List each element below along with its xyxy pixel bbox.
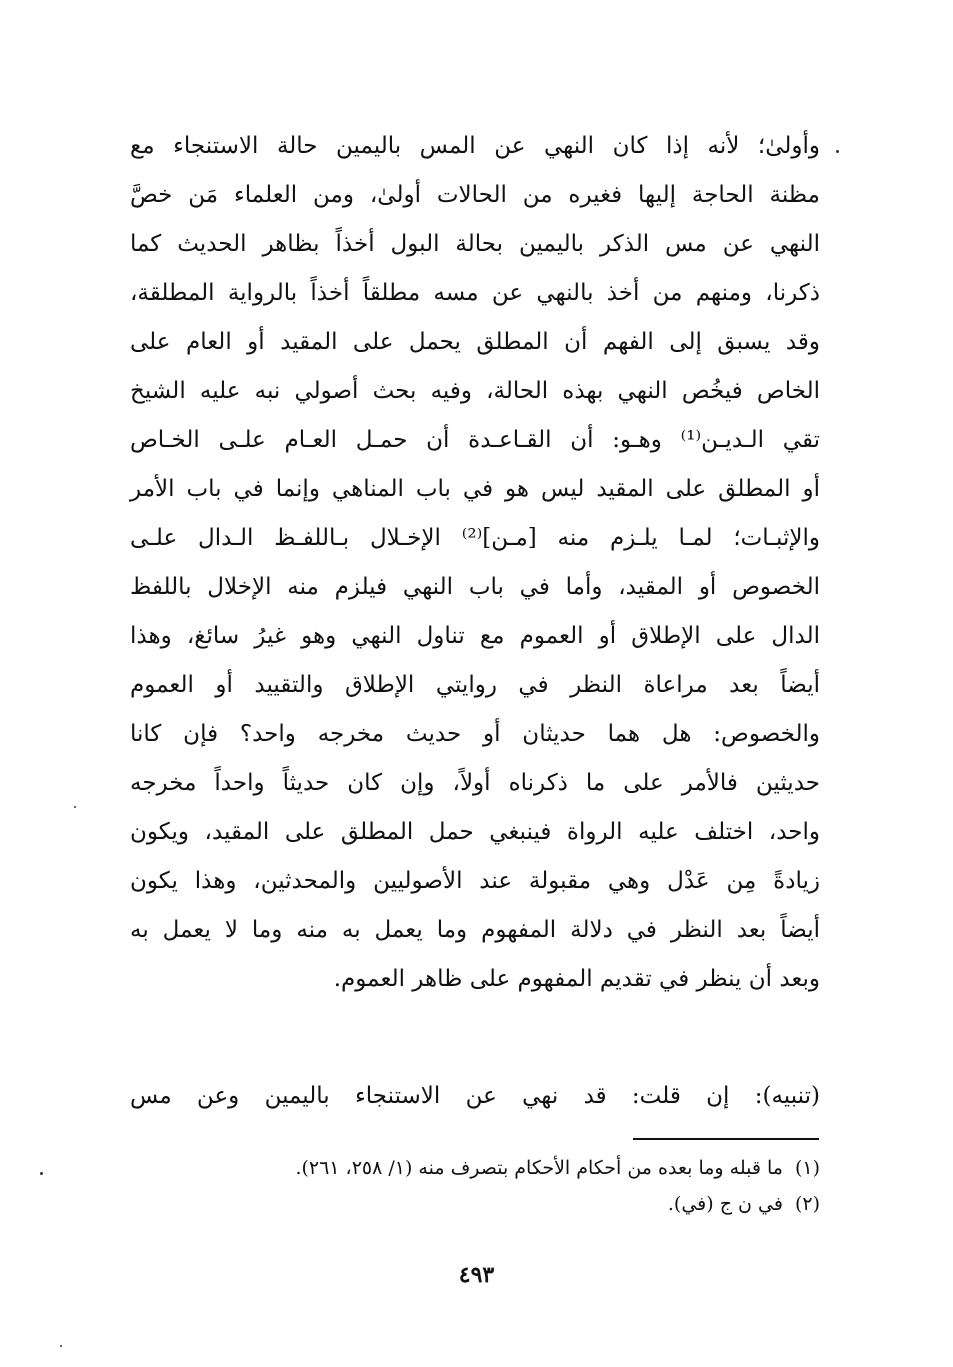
note-paragraph bbox=[130, 1072, 820, 1121]
note-line: (تنبيه): إن قلت: قد نهي عن الاستنجاء باليمين وعن مس bbox=[130, 1083, 820, 1109]
footnote-1 bbox=[180, 1150, 820, 1186]
scan-speck bbox=[74, 806, 76, 808]
footnote-number: (١) bbox=[794, 1157, 820, 1179]
text-line: مظنة الحاجة إليها فغيره من الحالات أولىٰ، ومن العلماء مَن خصَّ bbox=[130, 182, 820, 208]
footnote-text: في ن ج (في). bbox=[667, 1193, 783, 1215]
text-line: وأولىٰ؛ لأنه إذا كان النهي عن المس باليمين حالة الاستنجاء مع bbox=[130, 133, 820, 159]
text-line: واحد، اختلف عليه الرواة فينبغي حمل المطلق على المقيد، ويكون bbox=[130, 819, 820, 845]
main-text-block bbox=[130, 122, 820, 1004]
text-line: تقي الـديـن⁽¹⁾ وهـو: أن القـاعـدة أن حمـل العـام علـى الخـاص bbox=[130, 427, 820, 453]
footnote-number: (٢) bbox=[794, 1193, 820, 1215]
text-line: وقد يسبق إلى الفهم أن المطلق يحمل على المقيد أو العام على bbox=[130, 329, 820, 355]
text-line: أيضاً بعد النظر في دلالة المفهوم وما يعمل به منه وما لا يعمل به bbox=[130, 917, 820, 943]
footnotes bbox=[180, 1150, 820, 1222]
footnote-2 bbox=[180, 1186, 820, 1222]
scan-speck bbox=[40, 1172, 43, 1175]
text-line-last: وبعد أن ينظر في تقديم المفهوم على ظاهر العموم. bbox=[333, 966, 820, 992]
text-line: والخصوص: هل هما حديثان أو حديث مخرجه واحد؟ فإن كانا bbox=[130, 721, 820, 747]
text-line: أيضاً بعد مراعاة النظر في روايتي الإطلاق والتقييد أو العموم bbox=[130, 672, 820, 698]
scan-speck bbox=[836, 150, 839, 153]
text-line: الدال على الإطلاق أو العموم مع تناول النهي وهو غيرُ سائغ، وهذا bbox=[130, 623, 820, 649]
text-line: حديثين فالأمر على ما ذكرناه أولاً، وإن كان حديثاً واحداً مخرجه bbox=[130, 770, 820, 796]
scan-speck bbox=[60, 1345, 62, 1347]
text-line: والإثبـات؛ لمـا يلـزم منه [مـن]⁽²⁾ الإخـلال بـاللفـظ الـدال علـى bbox=[130, 525, 820, 551]
text-line: زيادةً مِن عَدْل وهي مقبولة عند الأصوليين والمحدثين، وهذا يكون bbox=[130, 868, 820, 894]
text-line: الخاص فيخُص النهي بهذه الحالة، وفيه بحث أصولي نبه عليه الشيخ bbox=[130, 378, 820, 404]
text-line: النهي عن مس الذكر باليمين بحالة البول أخذاً بظاهر الحديث كما bbox=[130, 231, 820, 257]
text-line: الخصوص أو المقيد، وأما في باب النهي فيلزم منه الإخلال باللفظ bbox=[130, 574, 820, 600]
text-line: أو المطلق على المقيد ليس هو في باب المناهي وإنما في باب الأمر bbox=[130, 476, 820, 502]
footnote-separator bbox=[633, 1138, 819, 1140]
footnote-text: ما قبله وما بعده من أحكام الأحكام بتصرف منه (١/ ٢٥٨، ٢٦١). bbox=[295, 1157, 783, 1179]
text-line: ذكرنا، ومنهم من أخذ بالنهي عن مسه مطلقاً أخذاً بالرواية المطلقة، bbox=[130, 280, 820, 306]
page-number: ٤٩٣ bbox=[458, 1262, 495, 1288]
